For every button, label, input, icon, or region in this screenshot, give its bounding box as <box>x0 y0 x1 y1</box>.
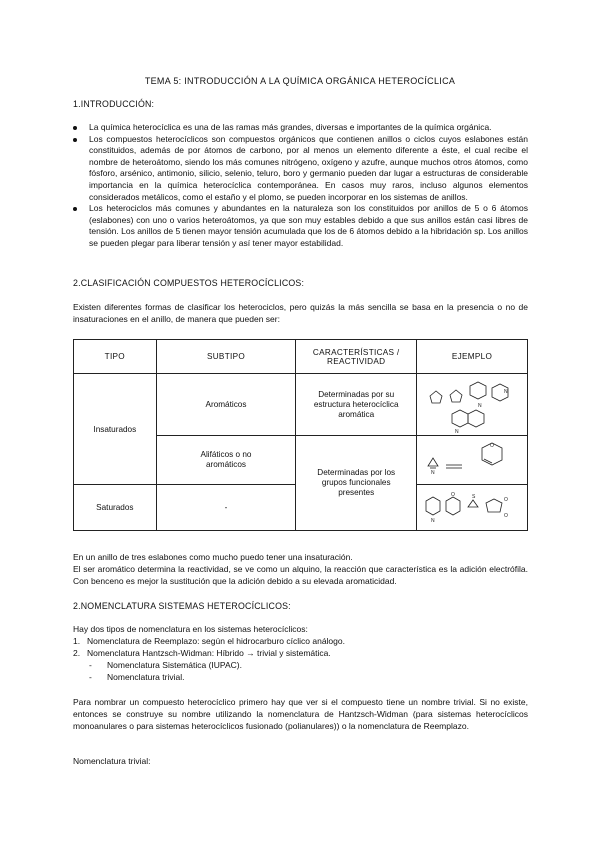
list-item: 2. Nomenclatura Hantzsch-Widman: Híbrido → trivial y sistemática. <box>73 648 331 658</box>
page-title: TEMA 5: INTRODUCCIÓN A LA QUÍMICA ORGÁNICA HETEROCÍCLICA <box>144 76 456 86</box>
section-heading-introduccion: 1.INTRODUCCIÓN: <box>73 99 155 109</box>
cell-subtipo-aromaticos: Aromáticos <box>156 374 296 436</box>
svg-text:O: O <box>504 512 508 519</box>
svg-text:N: N <box>478 402 482 409</box>
svg-text:O: O <box>504 496 508 503</box>
header-tipo: TIPO <box>74 340 157 374</box>
nomenclatura-list <box>73 635 528 683</box>
bullet-icon <box>73 207 77 211</box>
header-ejemplo: EJEMPLO <box>417 340 528 374</box>
svg-text:O: O <box>451 491 455 498</box>
section-heading-nomenclatura: 2.NOMENCLATURA SISTEMAS HETEROCÍCLICOS: <box>73 601 291 611</box>
svg-text:N: N <box>504 388 508 395</box>
aliphatic-heterocycles-drawing <box>422 438 522 482</box>
header-subtipo: SUBTIPO <box>156 340 296 374</box>
classification-table <box>73 339 528 531</box>
header-caracteristicas: CARACTERÍSTICAS / REACTIVIDAD <box>296 340 417 374</box>
aromatic-heterocycles-drawing <box>422 376 522 434</box>
bullet-icon <box>73 126 77 130</box>
cell-tipo-saturados: Saturados <box>74 485 157 531</box>
nomenclatura-paragraph: Para nombrar un compuesto heterocíclico primero hay que ver si el compuesto tiene un nombre trivial. Si no existe, entonces se construye su nombre utilizando la nomenclatura de Hantzsch-Widman (para sistemas heterocíclicos monoanulares o para sistemas heterocíclicos fusionado (polianulares)) o la nomenclatura de Reemplazo. <box>73 697 528 731</box>
example-aromatic-structures <box>417 374 528 436</box>
list-item: Los compuestos heterocíclicos son compuestos orgánicos que contienen anillos o ciclos cuyos eslabones están constituidos, además de por átomos de carbono, por al menos un elemento diferente a éste, el cual recibe el nombre de heteroátomo, siendo los más comunes nitrógeno, oxígeno y azufre, aunque muchos otros átomos, como fósforo, arsénico, antimonio, silicio, selenio, teluro, boro y germanio pueden dar lugar a estructuras de considerable importancia en la química heterocíclica contemporánea. En casos muy raros, incluso algunos elementos considerados metálicos, como el estaño y el plomo, se pueden incorporar en los sistemas de anillos. <box>73 134 528 204</box>
saturated-heterocycles-drawing <box>422 487 522 529</box>
svg-text:O: O <box>490 443 494 449</box>
nomenclatura-trivial-heading: Nomenclatura trivial: <box>73 756 151 766</box>
table-note-2: El ser aromático determina la reactividad, se ve como un alquino, la reacción que característica es la adición electrófila. Con benceno es mejor la sustitución que la adición debido a su elevada aromaticidad. <box>73 564 528 586</box>
list-item: 1. Nomenclatura de Reemplazo: según el hidrocarburo cíclico análogo. <box>73 636 345 646</box>
list-item: - Nomenclatura Sistemática (IUPAC). <box>89 660 242 670</box>
intro-bullet-list <box>73 122 528 250</box>
table-note-1: En un anillo de tres eslabones como mucho puedo tener una insaturación. <box>73 552 353 562</box>
svg-text:N: N <box>455 428 459 434</box>
cell-subtipo-alifaticos: Alifáticos o no aromáticos <box>156 436 296 485</box>
bullet-icon <box>73 138 77 142</box>
section-heading-clasificacion: 2.CLASIFICACIÓN COMPUESTOS HETEROCÍCLICOS: <box>73 278 305 288</box>
svg-text:S: S <box>472 493 476 500</box>
svg-text:N: N <box>431 517 435 524</box>
list-item: Los heterociclos más comunes y abundantes en la naturaleza son los constituidos por anillos de 5 o 6 átomos (eslabones) con uno o varios heteroátomos, ya que son muy estables debido a que sus anillos están casi libres de tensión. Los anillos de 5 tienen mayor tensión acumulada que los de 6 átomos debido a la hibridación sp. Los anillos se pueden plegar para liberar tensión y así tener mayor estabilidad. <box>73 203 528 249</box>
clasificacion-intro: Existen diferentes formas de clasificar los heterociclos, pero quizás la más sencilla se basa en la presencia o no de insaturaciones en el anillo, de manera que pueden ser: <box>73 302 528 324</box>
cell-caract-grupos: Determinadas por los grupos funcionales presentes <box>296 436 417 531</box>
cell-caract-aromaticos: Determinadas por su estructura heterocíclica aromática <box>296 374 417 436</box>
example-saturated-structures <box>417 485 528 531</box>
example-aliphatic-structures <box>417 436 528 485</box>
cell-tipo-insaturados: Insaturados <box>74 374 157 485</box>
svg-text:N: N <box>431 470 435 476</box>
table-header-row <box>74 340 528 374</box>
table-row <box>74 374 528 436</box>
nomenclatura-intro: Hay dos tipos de nomenclatura en los sistemas heterocíclicos: <box>73 624 308 634</box>
list-item: La química heterocíclica es una de las ramas más grandes, diversas e importantes de la química orgánica. <box>73 122 528 134</box>
cell-subtipo-saturados: - <box>156 485 296 531</box>
list-item: - Nomenclatura trivial. <box>89 672 185 682</box>
